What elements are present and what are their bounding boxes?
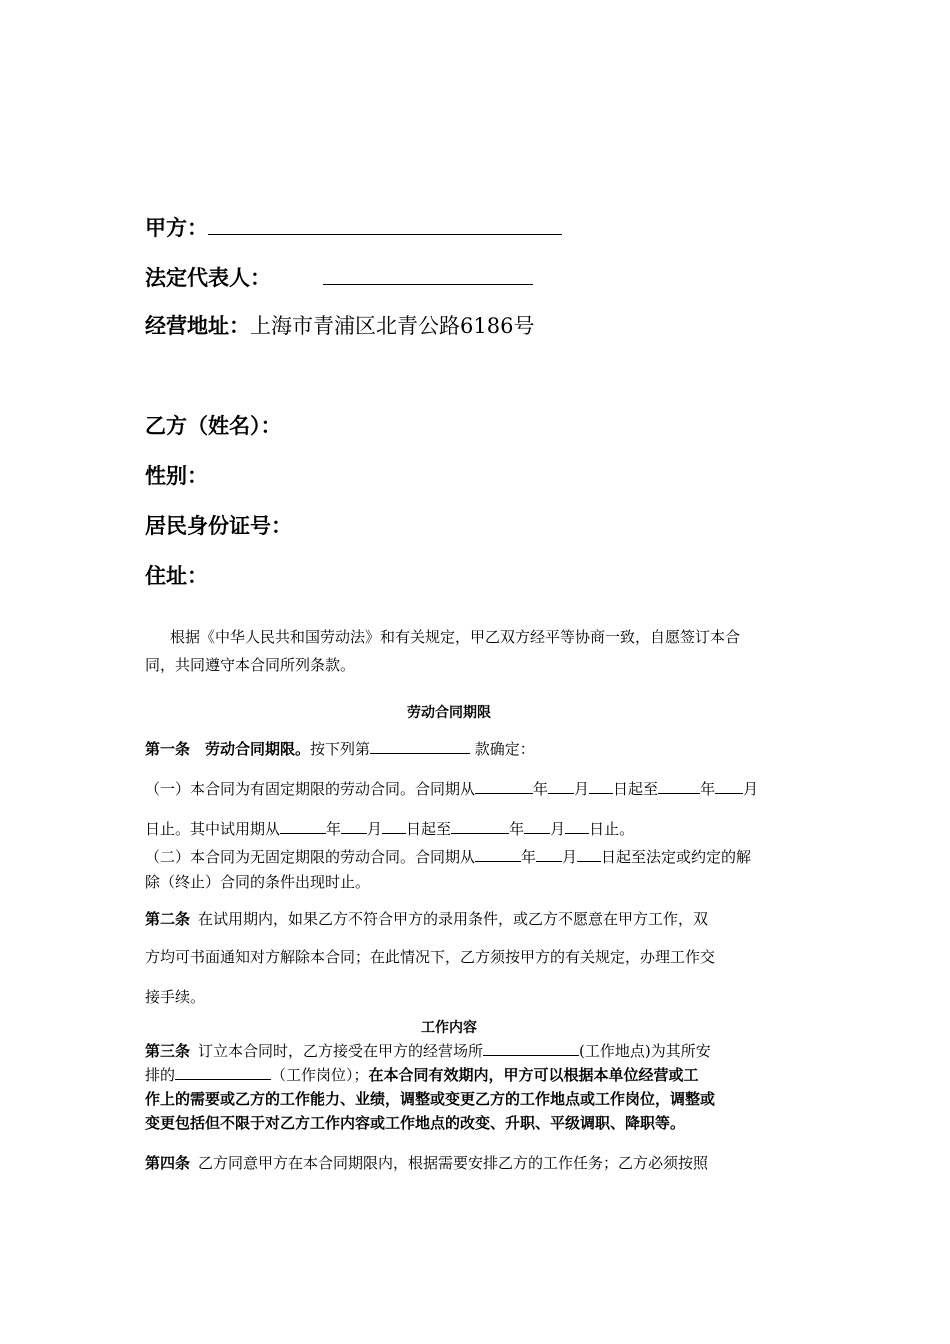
article-3-line-1: 第三条 订立本合同时，乙方接受在甲方的经营场所 (工作地点)为其所安 (145, 1042, 711, 1060)
article-3-line-2: 排的 （工作岗位）；在本合同有效期内，甲方可以根据本单位经营或工 (145, 1066, 699, 1084)
section-heading-term: 劳动合同期限 (407, 705, 491, 721)
party-b-name-label: 乙方（姓名）： (145, 414, 282, 438)
preamble-line-2: 同，共同遵守本合同所列条款。 (145, 656, 356, 674)
party-b-gender-label: 性别： (145, 464, 208, 488)
party-a-line (145, 214, 562, 241)
business-address-value: 上海市青浦区北青公路6186号 (250, 314, 535, 338)
section-heading-work: 工作内容 (421, 1020, 477, 1036)
article-4-title: 第四条 (145, 1154, 191, 1172)
legal-rep-blank[interactable] (323, 264, 533, 285)
article-3-title: 第三条 (145, 1042, 191, 1060)
party-a-label: 甲方： (145, 216, 208, 240)
article-1-clause-blank[interactable] (370, 739, 470, 754)
article-1-item-1-cont: 日止。其中试用期从 年 月 日起至 年 月 日止。 (145, 820, 635, 838)
party-b-address-label: 住址： (145, 564, 208, 588)
article-1-item-2-cont: 除（终止）合同的条件出现时止。 (145, 873, 371, 891)
party-a-blank[interactable] (208, 214, 562, 235)
article-1: 第一条 劳动合同期限。按下列第 款确定： (145, 740, 535, 758)
article-1-title: 第一条 劳动合同期限。 (145, 740, 311, 758)
business-address-label: 经营地址： (145, 314, 250, 338)
article-2-line-1: 第二条 在试用期内，如果乙方不符合甲方的录用条件，或乙方不愿意在甲方工作，双 (145, 910, 709, 928)
legal-rep-label: 法定代表人： (145, 266, 271, 290)
article-3-line-4: 变更包括但不限于对乙方工作内容或工作地点的改变、升职、平级调职、降职等。 (145, 1114, 686, 1132)
business-address-line (145, 313, 534, 339)
party-b-id-label: 居民身份证号： (145, 514, 292, 538)
preamble-line-1: 根据《中华人民共和国劳动法》和有关规定，甲乙双方经平等协商一致，自愿签订本合 (170, 628, 741, 646)
article-2-line-3: 接手续。 (145, 988, 206, 1006)
article-1-item-2: （二）本合同为无固定期限的劳动合同。合同期从 年 月 日起至法定或约定的解 (145, 848, 752, 866)
article-1-item-1: （一）本合同为有固定期限的劳动合同。合同期从 年 月 日起至 年 月 (145, 780, 759, 798)
work-location-blank[interactable] (483, 1041, 579, 1056)
article-4-line-1: 第四条 乙方同意甲方在本合同期限内，根据需要安排乙方的工作任务；乙方必须按照 (145, 1154, 709, 1172)
legal-rep-line (145, 264, 533, 291)
work-position-blank[interactable] (175, 1065, 271, 1080)
article-2-title: 第二条 (145, 910, 191, 928)
article-3-line-3: 作上的需要或乙方的工作能力、业绩，调整或变更乙方的工作地点或工作岗位，调整或 (145, 1090, 716, 1108)
article-2-line-2: 方均可书面通知对方解除本合同；在此情况下，乙方须按甲方的有关规定，办理工作交 (145, 948, 716, 966)
